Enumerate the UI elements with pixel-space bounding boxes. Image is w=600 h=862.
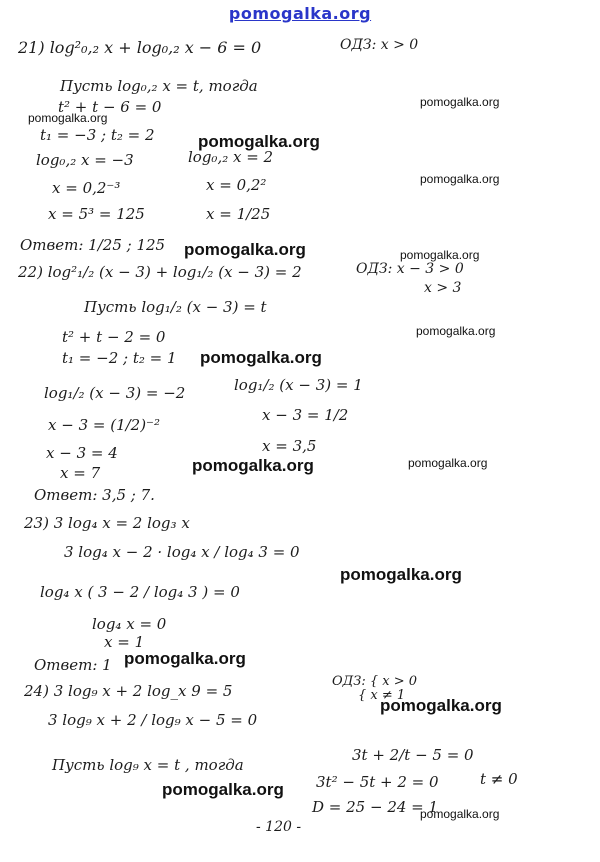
p24-substitution: Пусть log₉ x = t , тогда	[52, 756, 244, 774]
p22-case-a-3: x − 3 = 4	[46, 444, 118, 462]
p22-substitution: Пусть log₁/₂ (x − 3) = t	[84, 298, 267, 316]
p22-roots: t₁ = −2 ; t₂ = 1	[62, 349, 177, 367]
p22-odz-2: x > 3	[424, 280, 462, 296]
watermark: pomogalka.org	[184, 240, 306, 259]
p23-step-4: x = 1	[104, 633, 145, 651]
watermark: pomogalka.org	[400, 248, 480, 262]
p22-case-a-1: log₁/₂ (x − 3) = −2	[44, 384, 186, 402]
watermark: pomogalka.org	[28, 111, 108, 125]
p24-discriminant: D = 25 − 24 = 1	[312, 798, 439, 816]
watermark: pomogalka.org	[340, 565, 462, 584]
p22-equation: 22) log²₁/₂ (x − 3) + log₁/₂ (x − 3) = 2	[18, 263, 302, 281]
p24-odz-1: ОДЗ: { x > 0	[332, 674, 418, 689]
watermark: pomogalka.org	[408, 456, 488, 470]
watermark: pomogalka.org	[200, 348, 322, 367]
p22-quadratic: t² + t − 2 = 0	[62, 328, 166, 346]
p22-case-b-1: log₁/₂ (x − 3) = 1	[234, 376, 363, 394]
p24-odz-2: { x ≠ 1	[358, 688, 406, 703]
watermark: pomogalka.org	[420, 172, 500, 186]
p23-step-1: 3 log₄ x − 2 · log₄ x / log₄ 3 = 0	[64, 543, 300, 561]
p22-odz-1: ОДЗ: x − 3 > 0	[356, 261, 464, 277]
p23-answer: Ответ: 1	[34, 656, 112, 674]
p21-case-a-3: x = 5³ = 125	[48, 205, 145, 223]
watermark: pomogalka.org	[124, 649, 246, 668]
watermark: pomogalka.org	[420, 807, 500, 821]
p21-equation: 21) log²₀,₂ x + log₀,₂ x − 6 = 0	[18, 38, 262, 57]
page-number: - 120 -	[256, 819, 302, 835]
site-link[interactable]: pomogalka.org	[228, 4, 372, 23]
p21-case-b-3: x = 1/25	[206, 205, 271, 223]
p22-answer: Ответ: 3,5 ; 7.	[34, 486, 155, 504]
watermark: pomogalka.org	[162, 780, 284, 799]
p24-t-not-zero: t ≠ 0	[480, 770, 518, 788]
watermark: pomogalka.org	[192, 456, 314, 475]
watermark: pomogalka.org	[416, 324, 496, 338]
p21-substitution: Пусть log₀,₂ x = t, тогда	[60, 77, 258, 95]
p23-step-2: log₄ x ( 3 − 2 / log₄ 3 ) = 0	[40, 583, 240, 601]
p21-roots: t₁ = −3 ; t₂ = 2	[40, 126, 155, 144]
p21-case-a-2: x = 0,2⁻³	[52, 179, 121, 197]
p23-equation: 23) 3 log₄ x = 2 log₃ x	[24, 514, 190, 532]
watermark: pomogalka.org	[420, 95, 500, 109]
watermark: pomogalka.org	[198, 132, 320, 151]
p22-case-a-2: x − 3 = (1/2)⁻²	[48, 416, 160, 434]
p22-case-b-3: x = 3,5	[262, 437, 317, 455]
watermark: pomogalka.org	[380, 696, 502, 715]
p21-case-b-1: log₀,₂ x = 2	[188, 148, 274, 166]
p22-case-b-2: x − 3 = 1/2	[262, 406, 349, 424]
p24-quadratic: 3t² − 5t + 2 = 0	[316, 773, 439, 791]
p21-case-a-1: log₀,₂ x = −3	[36, 151, 134, 169]
p21-answer: Ответ: 1/25 ; 125	[20, 236, 166, 254]
p22-case-a-4: x = 7	[60, 464, 101, 482]
p24-rational: 3t + 2/t − 5 = 0	[352, 746, 474, 764]
p24-step-1: 3 log₉ x + 2 / log₉ x − 5 = 0	[48, 711, 258, 729]
p24-equation: 24) 3 log₉ x + 2 log_x 9 = 5	[24, 682, 233, 700]
p21-case-b-2: x = 0,2²	[206, 176, 267, 194]
p21-odz: ОДЗ: x > 0	[340, 37, 419, 53]
p23-step-3: log₄ x = 0	[92, 615, 167, 633]
p21-quadratic: t² + t − 6 = 0	[58, 98, 162, 116]
